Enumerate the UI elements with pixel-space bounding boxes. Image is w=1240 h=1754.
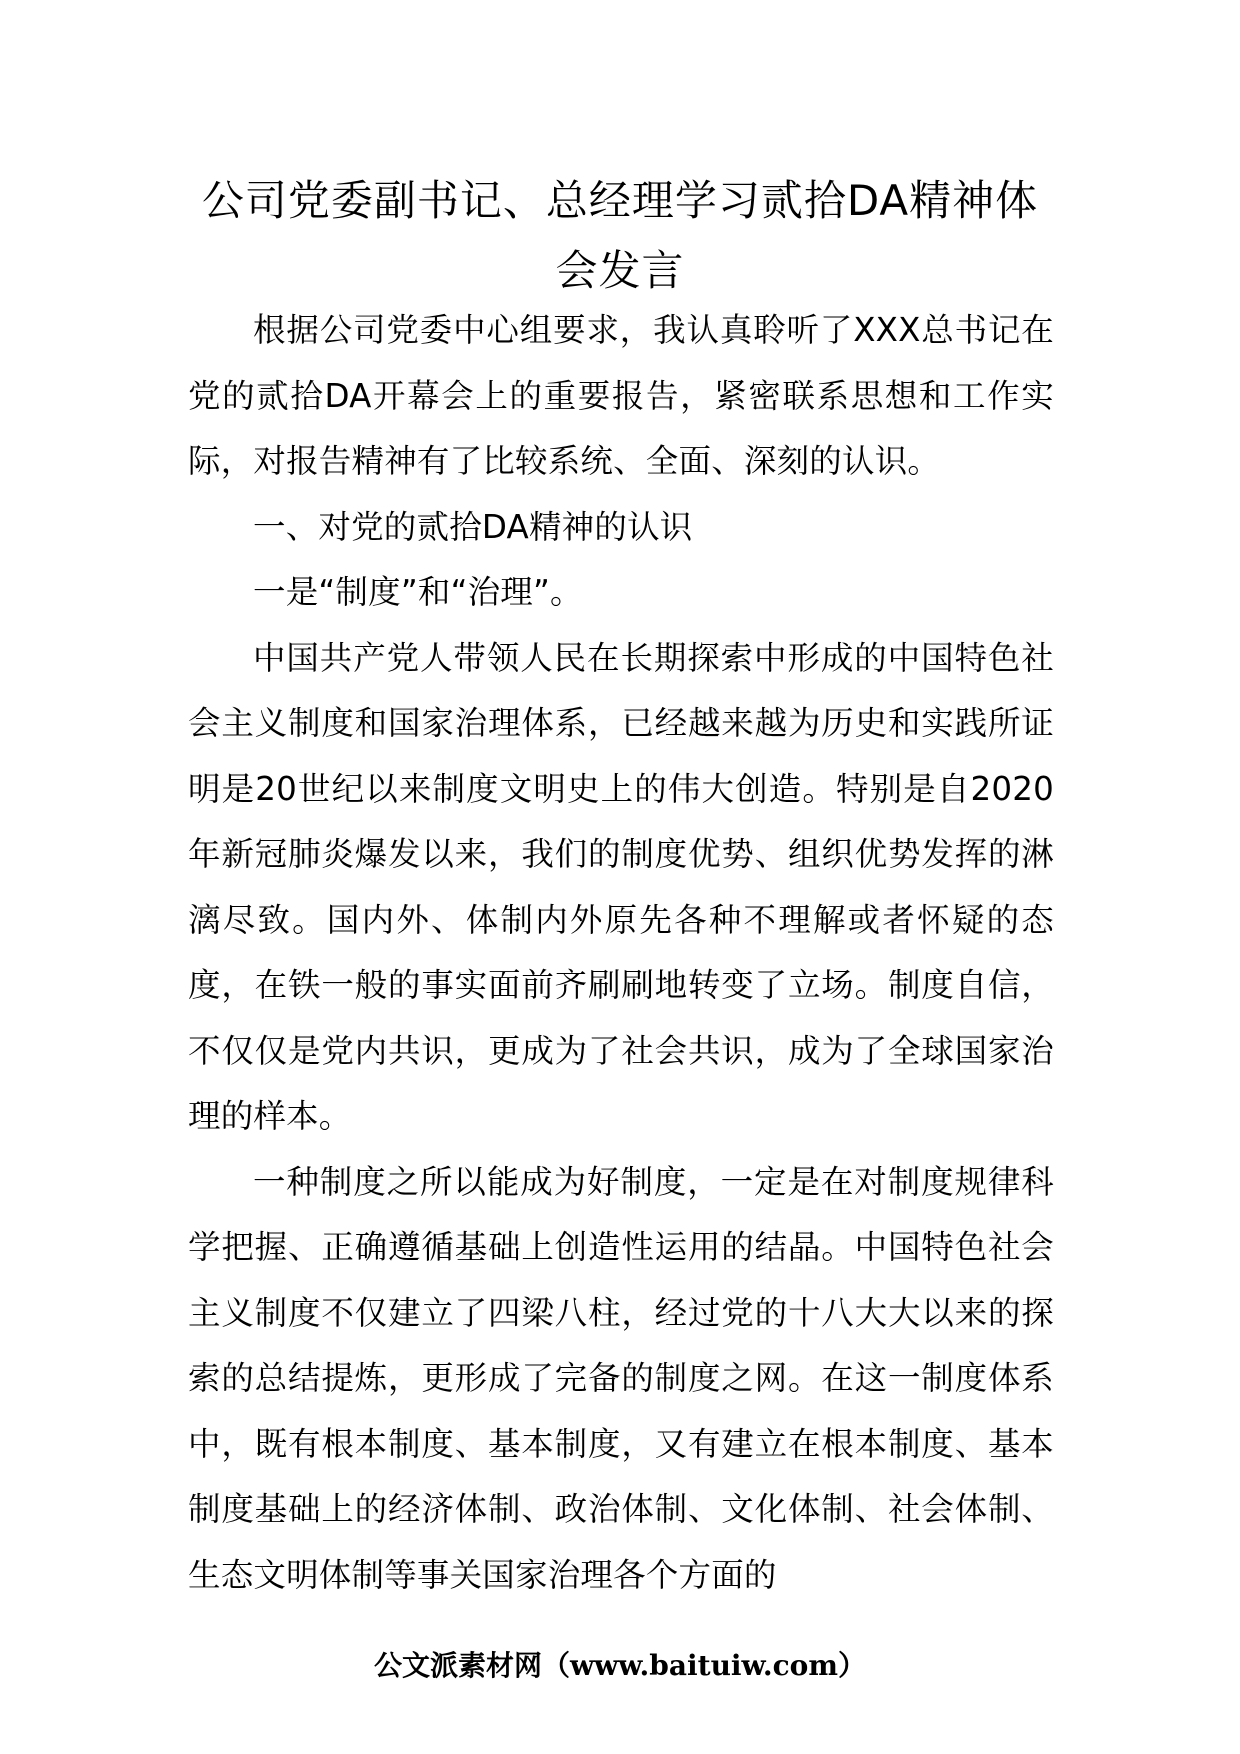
document-body bbox=[188, 298, 1054, 1608]
footer-watermark: 公文派素材网（www.baituiw.com） bbox=[374, 1649, 866, 1682]
section-heading-1: 一、对党的贰拾DA精神的认识 bbox=[253, 507, 693, 546]
paragraph-intro: 根据公司党委中心组要求，我认真聆听了XXX总书记在党的贰拾DA开幕会上的重要报告，紧密联系思想和工作实际，对报告精神有了比较系统、全面、深刻的认识。 bbox=[188, 311, 1054, 480]
subheading-1: 一是“制度”和“治理”。 bbox=[253, 573, 583, 611]
paragraph-good-system: 一种制度之所以能成为好制度，一定是在对制度规律科学把握、正确遵循基础上创造性运用的结晶。中国特色社会主义制度不仅建立了四梁八柱，经过党的十八大大以来的探索的总结提炼，更形成了完备的制度之网。在这一制度体系中，既有根本制度、基本制度，又有建立在根本制度、基本制度基础上的经济体制、政治体制、文化体制、社会体制、生态文明体制等事关国家治理各个方面的 bbox=[188, 1162, 1054, 1594]
paragraph-system: 中国共产党人带领人民在长期探索中形成的中国特色社会主义制度和国家治理体系，已经越来越为历史和实践所证明是20世纪以来制度文明史上的伟大创造。特别是自2020年新冠肺炎爆发以来，我们的制度优势、组织优势发挥的淋漓尽致。国内外、体制内外原先各种不理解或者怀疑的态度，在铁一般的事实面前齐刷刷地转变了立场。制度自信，不仅仅是党内共识，更成为了社会共识，成为了全球国家治理的样本。 bbox=[188, 638, 1054, 1135]
document-title: 公司党委副书记、总经理学习贰拾DA精神体会发言 bbox=[201, 176, 1039, 295]
